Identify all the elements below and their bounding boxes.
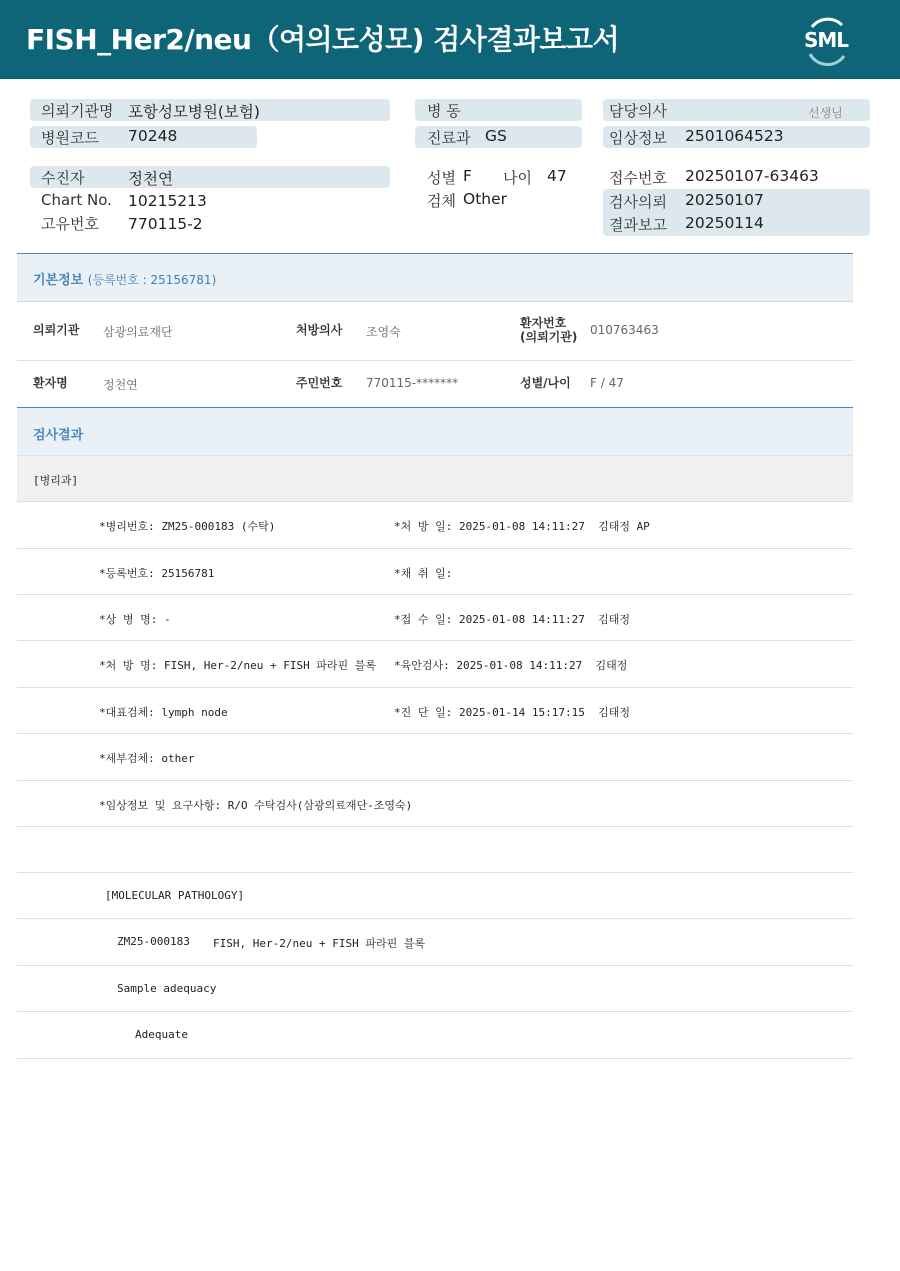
- patient-no-value: 010763463: [590, 323, 659, 337]
- request-date-value: 20250107: [685, 191, 764, 209]
- sex-value: F: [463, 167, 472, 185]
- result-line-left: *등록번호: 25156781: [99, 567, 215, 580]
- adequacy-label: Sample adequacy: [117, 982, 217, 995]
- patient-no-label-line2: (의뢰기관): [520, 330, 578, 344]
- result-line-right: *채 취 일:: [394, 567, 453, 580]
- result-line: [17, 781, 853, 827]
- mp-test: FISH, Her-2/neu + FISH 파라핀 블록: [213, 937, 426, 950]
- report-header: [0, 0, 900, 79]
- basic-info-reg-no: (등록번호 : 25156781): [87, 273, 217, 287]
- basic-info-header: [17, 253, 853, 302]
- result-line: [17, 641, 853, 688]
- result-line-left: *처 방 명: FISH, Her-2/neu + FISH 파라핀 블록: [99, 659, 377, 672]
- specimen-value: Other: [463, 190, 508, 208]
- mp-code: ZM25-000183: [117, 935, 190, 948]
- sex-age-label: 성별/나이: [520, 376, 571, 390]
- report-date-value: 20250114: [685, 214, 764, 232]
- result-line-right: *육안검사: 2025-01-08 14:11:27 김태정: [394, 659, 628, 672]
- dept-value: GS: [485, 127, 507, 145]
- result-line: [17, 688, 853, 734]
- dept-text: [병리과]: [33, 474, 79, 487]
- mp-test-row: [17, 919, 853, 966]
- hospital-code-label: 병원코드: [41, 129, 99, 147]
- basic-info-row-1: [17, 301, 853, 361]
- result-line-left: *세부검체: other: [99, 752, 195, 765]
- sml-logo: [800, 14, 852, 66]
- dept-row: [17, 456, 853, 502]
- result-line-right: *접 수 일: 2025-01-08 14:11:27 김태정: [394, 613, 630, 626]
- blank-row: [17, 827, 853, 873]
- clinical-info-value: 2501064523: [685, 127, 784, 145]
- receipt-value: 20250107-63463: [685, 167, 819, 185]
- adequacy-label-row: [17, 966, 853, 1012]
- result-line-left: *임상정보 및 요구사항: R/O 수탁검사(삼광의료재단-조영숙): [99, 799, 413, 812]
- result-line-right: *진 단 일: 2025-01-14 15:17:15 김태정: [394, 706, 630, 719]
- result-line: [17, 734, 853, 781]
- result-line: [17, 549, 853, 595]
- doctor-suffix: 선생님: [808, 106, 843, 120]
- patient-label: 수진자: [41, 169, 85, 187]
- dept-label: 진료과: [427, 129, 471, 147]
- referral-org-label: 의뢰기관명: [41, 102, 114, 120]
- clinical-info-label: 임상정보: [609, 129, 667, 147]
- receipt-label: 접수번호: [609, 169, 667, 187]
- report-title: FISH_Her2/neu（여의도성모) 검사결과보고서: [26, 23, 620, 56]
- result-line: [17, 595, 853, 641]
- age-value: 47: [547, 167, 567, 185]
- adequacy-value: Adequate: [135, 1028, 188, 1041]
- logo-text: SML: [803, 28, 849, 52]
- patient-value: 정천연: [128, 170, 173, 188]
- chart-label: Chart No.: [41, 191, 112, 209]
- org-value: 삼광의료재단: [103, 325, 173, 339]
- doctor-label: 담당의사: [609, 102, 667, 120]
- chart-value: 10215213: [128, 192, 207, 210]
- patient-name-label: 환자명: [33, 376, 68, 390]
- adequacy-value-row: [17, 1012, 853, 1059]
- sex-label: 성별: [427, 169, 456, 187]
- rrn-label: 주민번호: [296, 376, 343, 390]
- result-line: [17, 502, 853, 549]
- patient-no-label-line1: 환자번호: [520, 316, 567, 330]
- patient-name-value: 정천연: [103, 378, 138, 392]
- result-line-left: *대표검체: lymph node: [99, 706, 228, 719]
- result-line-left: *병리번호: ZM25-000183 (수탁): [99, 520, 276, 533]
- hospital-code-value: 70248: [128, 127, 178, 145]
- referral-org-value: 포항성모병원(보험): [128, 103, 260, 121]
- age-label: 나이: [503, 169, 532, 187]
- result-title: 검사결과: [33, 428, 84, 443]
- result-line-left: *상 병 명: -: [99, 613, 171, 626]
- basic-info-title: [33, 269, 216, 288]
- mp-header-row: [17, 873, 853, 919]
- org-label: 의뢰기관: [33, 323, 80, 337]
- report-date-label: 결과보고: [609, 216, 667, 234]
- prescriber-label: 처방의사: [296, 323, 343, 337]
- mp-header: [MOLECULAR PATHOLOGY]: [105, 889, 245, 902]
- prescriber-value: 조영숙: [366, 325, 401, 339]
- specimen-label: 검체: [427, 192, 456, 210]
- sex-age-value: F / 47: [590, 376, 624, 390]
- result-line-right: *처 방 일: 2025-01-08 14:11:27 김태정 AP: [394, 520, 650, 533]
- unique-no-label: 고유번호: [41, 215, 99, 233]
- patient-no-label: [520, 316, 577, 344]
- result-header: [17, 408, 853, 456]
- basic-info-row-2: [17, 361, 853, 408]
- request-date-label: 검사의뢰: [609, 193, 667, 211]
- ward-label: 병 동: [427, 102, 461, 120]
- rrn-value: 770115-*******: [366, 376, 459, 390]
- basic-info-title-text: 기본정보: [33, 273, 84, 288]
- unique-no-value: 770115-2: [128, 215, 203, 233]
